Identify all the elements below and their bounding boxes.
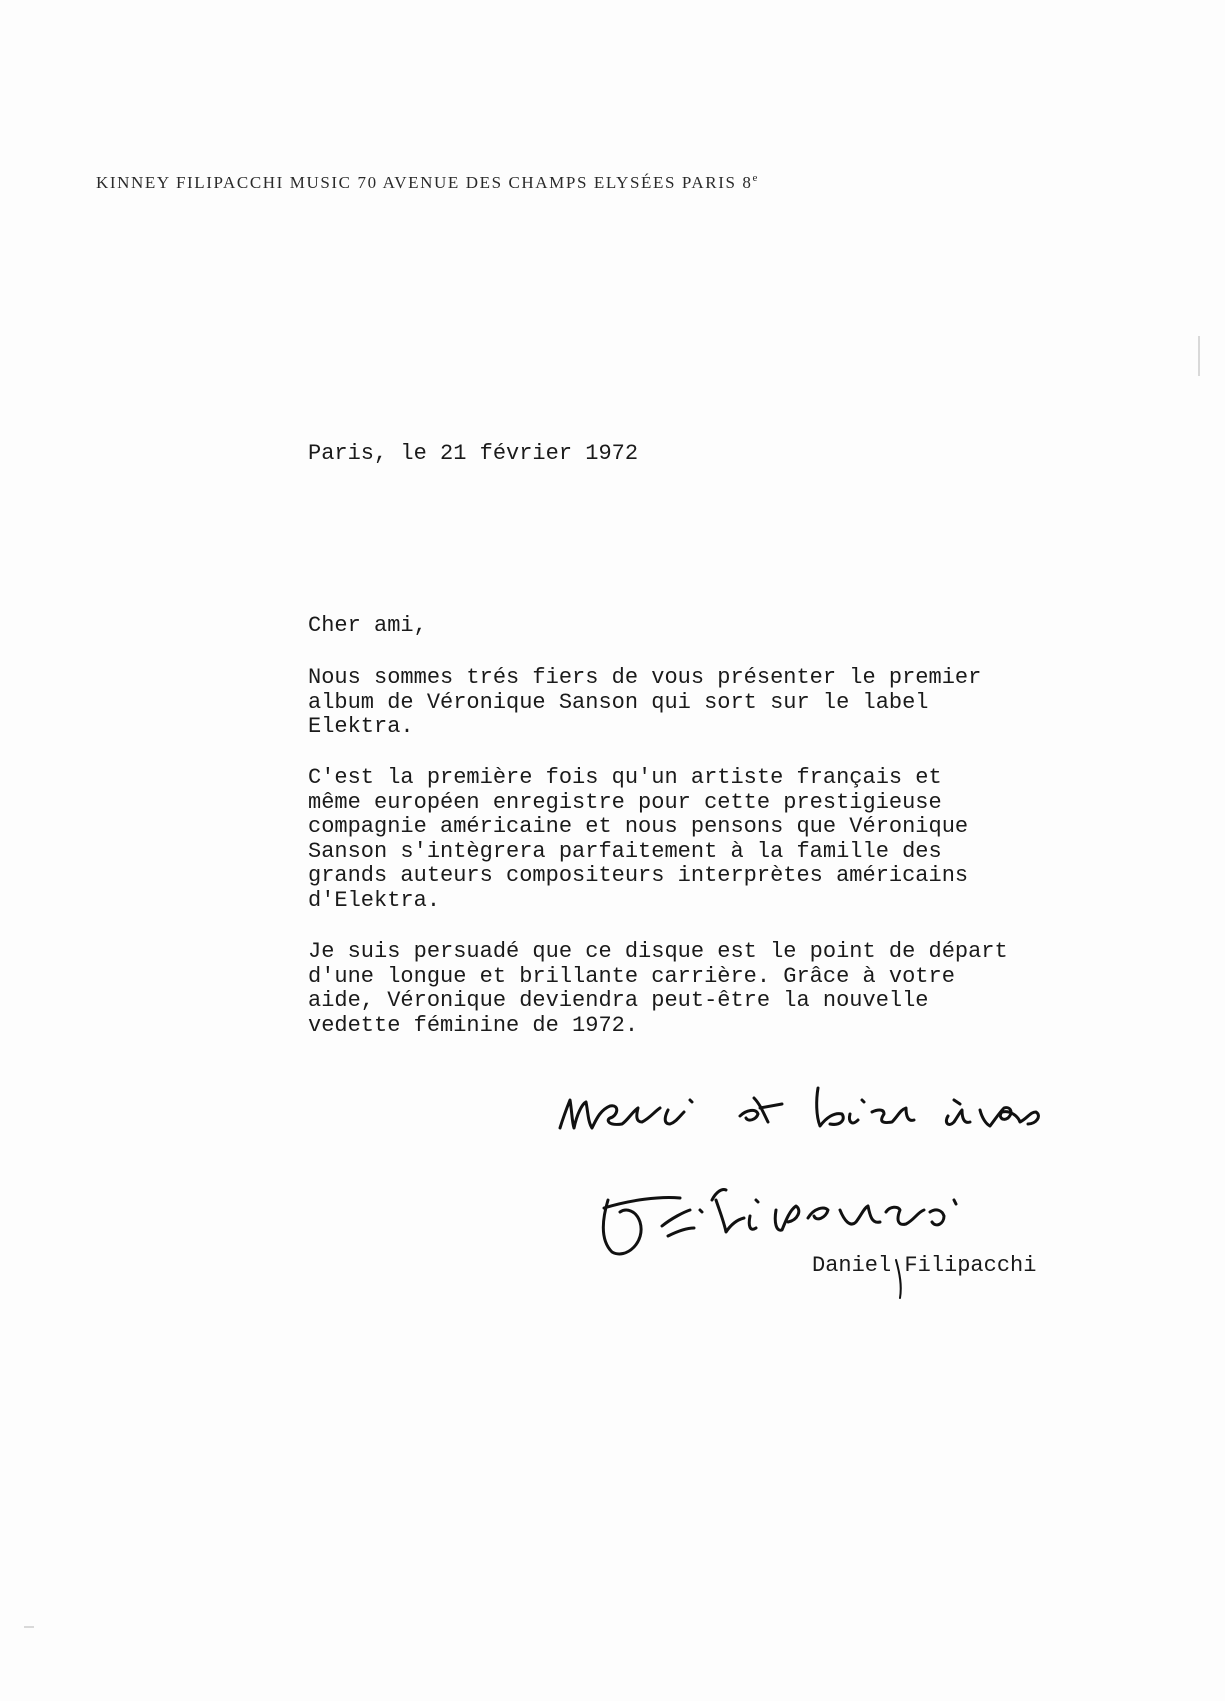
letterhead-superscript: e [752, 172, 758, 184]
letterhead-text: KINNEY FILIPACCHI MUSIC 70 AVENUE DES CHAMPS ELYSÉES PARIS 8 [96, 173, 753, 192]
letterhead [96, 172, 757, 193]
salutation: Cher ami, [308, 613, 427, 638]
signatory-name: Daniel Filipacchi [812, 1253, 1037, 1278]
scan-artifact-mark [1198, 336, 1200, 376]
letter-date: Paris, le 21 février 1972 [308, 441, 639, 466]
scan-artifact-mark [24, 1626, 34, 1628]
paragraph-2: C'est la première fois qu'un artiste français et même européen enregistre pour cette prestigieuse compagnie américaine et nous pensons que Véronique Sanson s'intègrera parfaitement à la famille des grands auteurs compositeurs interprètes américains d'Elektra. [308, 765, 969, 913]
paragraph-1: Nous sommes trés fiers de vous présenter le premier album de Véronique Sanson qui sort sur le label Elektra. [308, 665, 982, 739]
paragraph-3: Je suis persuadé que ce disque est le point de départ d'une longue et brillante carrière. Grâce à votre aide, Véronique deviendra peut-être la nouvelle vedette féminine de 1972. [308, 939, 1008, 1038]
